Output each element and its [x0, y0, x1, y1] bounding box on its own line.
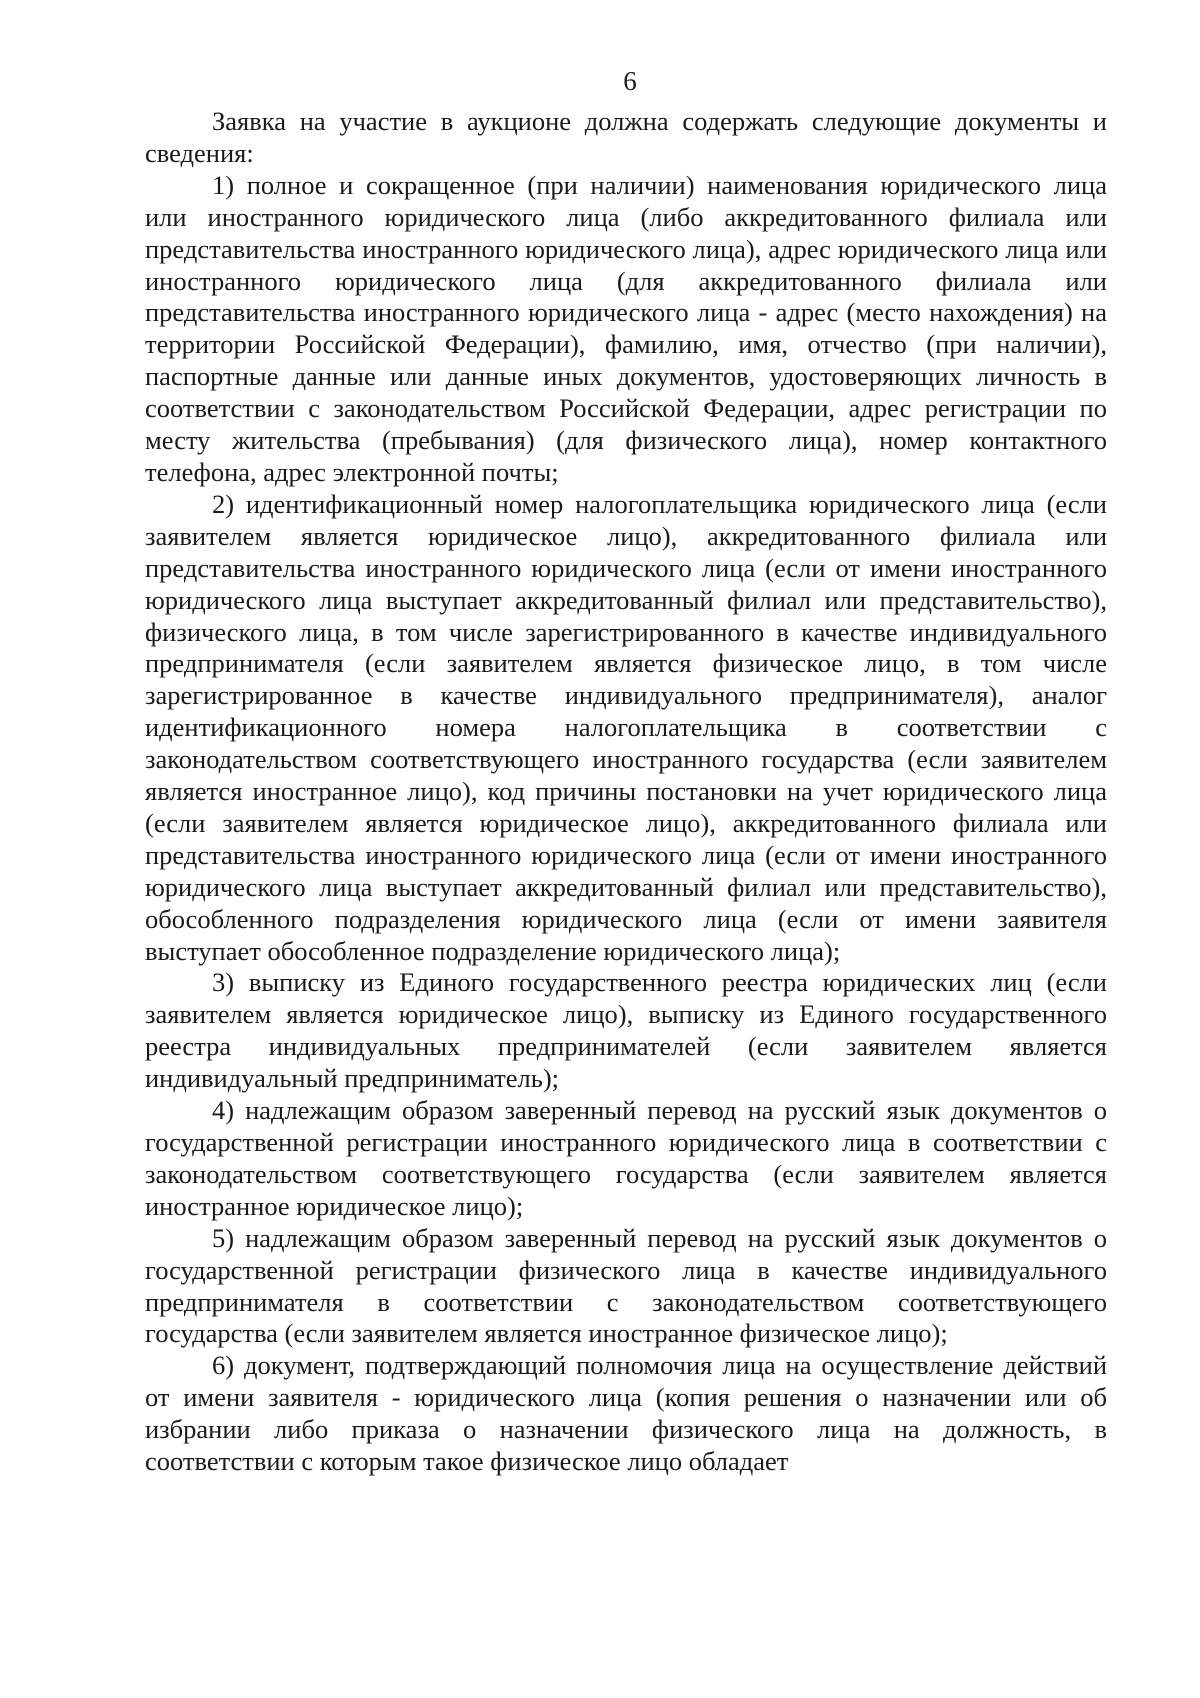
paragraph-item-1: 1) полное и сокращенное (при наличии) наименования юридического лица или иностранного юридического лица (либо аккредитованного филиала или представительства иностранного юридического лица), адрес юридического лица или иностранного юридического лица (для аккредитованного филиала или представительства иностранного юридического лица - адрес (место нахождения) на территории Российской Федерации), фамилию, имя, отчество (при наличии), паспортные данные или данные иных документов, удостоверяющих личность в соответствии с законодательством Российской Федерации, адрес регистрации по месту жительства (пребывания) (для физического лица), номер контактного телефона, адрес электронной почты; [145, 169, 1107, 487]
paragraph-intro: Заявка на участие в аукционе должна содержать следующие документы и сведения: [145, 106, 1107, 168]
document-body [145, 106, 1107, 1478]
page-number: 6 [623, 66, 637, 96]
paragraph-item-4: 4) надлежащим образом заверенный перевод на русский язык документов о государственной регистрации иностранного юридического лица в соответствии с законодательством соответствующего государства (если заявителем является иностранное юридическое лицо); [145, 1095, 1107, 1221]
paragraph-item-5: 5) надлежащим образом заверенный перевод на русский язык документов о государственной регистрации физического лица в качестве индивидуального предпринимателя в соответствии с законодательством соответствующего государства (если заявителем является иностранное физическое лицо); [145, 1222, 1107, 1349]
paragraph-item-3: 3) выписку из Единого государственного реестра юридических лиц (если заявителем является юридическое лицо), выписку из Единого государственного реестра индивидуальных предпринимателей (если заявителем является индивидуальный предприниматель); [145, 967, 1107, 1094]
paragraph-item-6: 6) документ, подтверждающий полномочия лица на осуществление действий от имени заявителя - юридического лица (копия решения о назначении или об избрании либо приказа о назначении физического лица на должность, в соответствии с которым такое физическое лицо обладает [145, 1350, 1107, 1477]
paragraph-item-2: 2) идентификационный номер налогоплательщика юридического лица (если заявителем является юридическое лицо), аккредитованного филиала или представительства иностранного юридического лица (если от имени иностранного юридического лица выступает аккредитованный филиал или представительство), физического лица, в том числе зарегистрированного в качестве индивидуального предпринимателя (если заявителем является физическое лицо, в том числе зарегистрированное в качестве индивидуального предпринимателя), аналог идентификационного номера налогоплательщика в соответствии с законодательством соответствующего иностранного государства (если заявителем является иностранное лицо), код причины постановки на учет юридического лица (если заявителем является юридическое лицо), аккредитованного филиала или представительства иностранного юридического лица (если от имени иностранного юридического лица выступает аккредитованный филиал или представительство), обособленного подразделения юридического лица (если от имени заявителя выступает обособленное подразделение юридического лица); [145, 488, 1107, 966]
